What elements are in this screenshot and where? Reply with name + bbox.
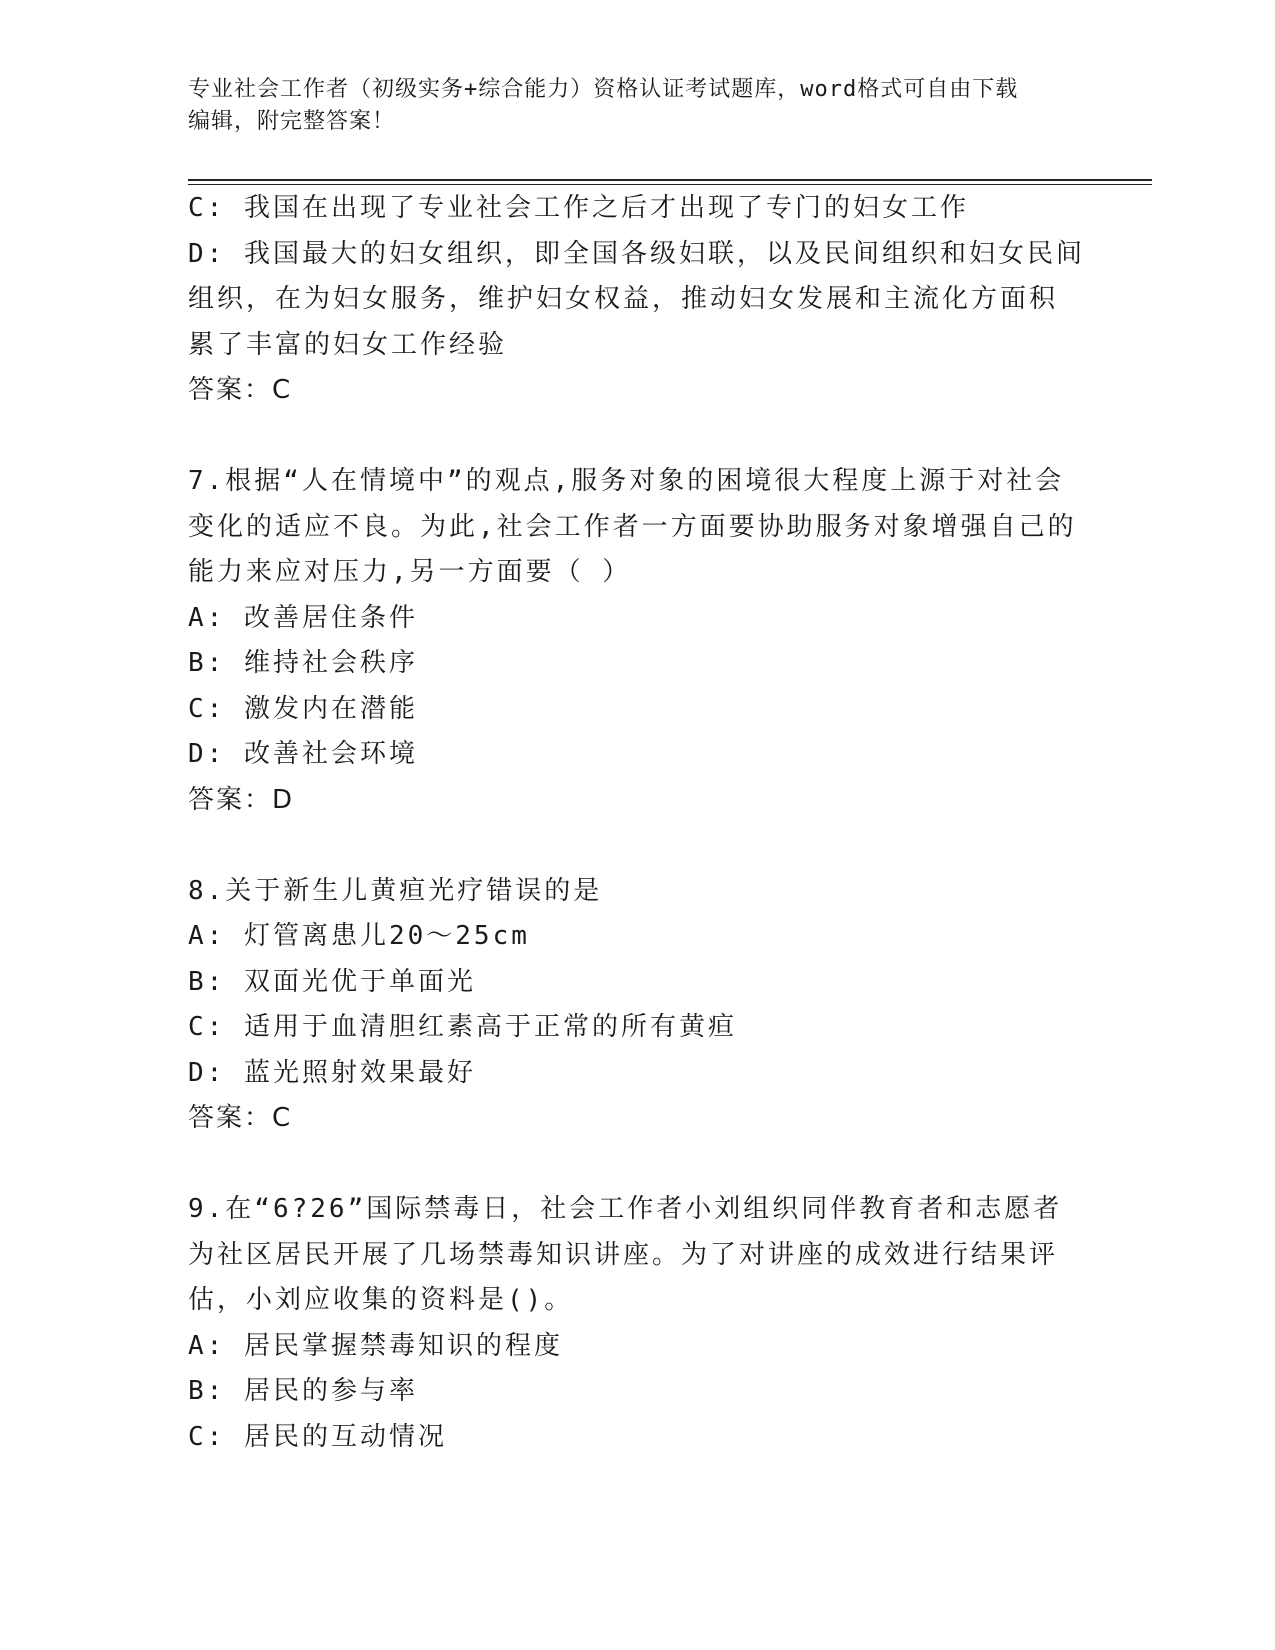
q6-answer: 答案：C — [188, 375, 293, 405]
question-9 — [188, 1187, 1088, 1460]
q7-stem-line-1: 7.根据“人在情境中”的观点,服务对象的困境很大程度上源于对社会 — [188, 466, 1065, 496]
q8-stem: 8.关于新生儿黄疸光疗错误的是 — [188, 875, 603, 906]
q9-option-a: A: 居民掌握禁毒知识的程度 — [188, 1330, 563, 1361]
q8-option-b: B: 双面光优于单面光 — [188, 966, 476, 997]
q7-stem-line-3: 能力来应对压力,另一方面要（ ） — [188, 557, 632, 587]
q9-stem-line-2: 为社区居民开展了几场禁毒知识讲座。为了对讲座的成效进行结果评 — [188, 1239, 1059, 1270]
header-rule-thick — [188, 179, 1152, 181]
q7-option-a: A: 改善居住条件 — [188, 602, 418, 633]
q6-option-d-line-2: 组织，在为妇女服务，维护妇女权益，推动妇女发展和主流化方面积 — [188, 284, 1059, 314]
question-8 — [188, 869, 1088, 1142]
q9-stem-line-1: 9.在“6?26”国际禁毒日，社会工作者小刘组织同伴教育者和志愿者 — [188, 1194, 1063, 1224]
q9-stem-line-3: 估，小刘应收集的资料是()。 — [188, 1285, 574, 1315]
q8-option-d: D: 蓝光照射效果最好 — [188, 1057, 476, 1088]
q9-option-c: C: 居民的互动情况 — [188, 1421, 447, 1452]
q7-option-d: D: 改善社会环境 — [188, 739, 418, 769]
q7-option-b: B: 维持社会秩序 — [188, 648, 418, 678]
header-line-2: 编辑，附完整答案！ — [188, 109, 396, 134]
question-list — [188, 186, 1088, 1460]
q6-option-c: C: 我国在出现了专业社会工作之后才出现了专门的妇女工作 — [188, 193, 969, 223]
header-line-1: 专业社会工作者（初级实务+综合能力）资格认证考试题库，word格式可自由下载 — [188, 77, 1019, 102]
q7-stem-line-2: 变化的适应不良。为此,社会工作者一方面要协助服务对象增强自己的 — [188, 511, 1077, 542]
q8-answer: 答案：C — [188, 1103, 293, 1133]
header-rule-thin — [188, 184, 1152, 185]
q9-option-b: B: 居民的参与率 — [188, 1376, 418, 1406]
q7-option-c: C: 激发内在潜能 — [188, 693, 418, 724]
question-7 — [188, 459, 1088, 823]
page-header — [188, 74, 1088, 138]
spacer — [188, 823, 1088, 869]
spacer — [188, 1142, 1088, 1188]
q6-option-d-line-1: D: 我国最大的妇女组织，即全国各级妇联，以及民间组织和妇女民间 — [188, 238, 1085, 269]
question-6 — [188, 186, 1088, 414]
q6-option-d-line-3: 累了丰富的妇女工作经验 — [188, 329, 508, 360]
spacer — [188, 414, 1088, 460]
q8-option-a: A: 灯管离患儿20～25cm — [188, 921, 530, 951]
q8-option-c: C: 适用于血清胆红素高于正常的所有黄疸 — [188, 1012, 737, 1042]
q7-answer: 答案：D — [188, 784, 295, 815]
